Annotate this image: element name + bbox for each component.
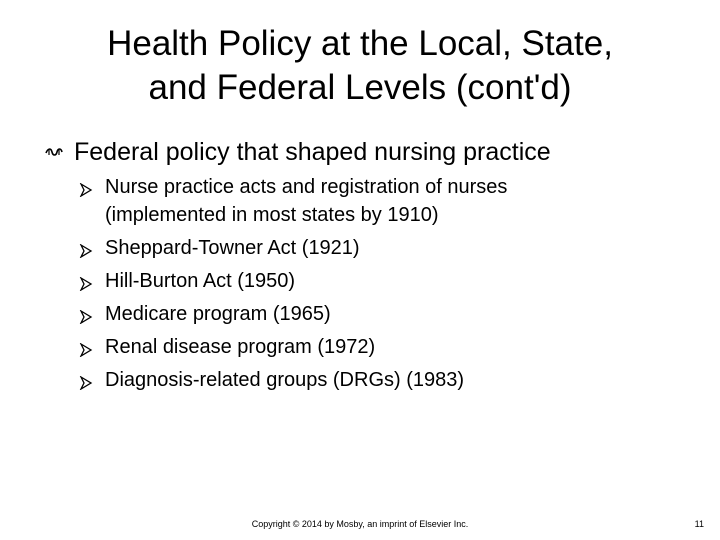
arrowhead-bullet-icon [79,343,93,357]
list-item-text: Sheppard-Towner Act (1921) [105,236,360,259]
arrowhead-bullet-icon [79,183,93,197]
slide-title-line-2: and Federal Levels (cont'd) [148,68,572,107]
list-item [79,235,679,263]
list-item [79,268,679,296]
list-item-text-line-1: Nurse practice acts and registration of nurses [105,176,508,198]
arrowhead-bullet-icon [79,376,93,390]
list-item [79,334,679,362]
list-item-text: Renal disease program (1972) [105,335,376,358]
slide-title-line-1: Health Policy at the Local, State, [107,24,613,63]
main-bullet-text: Federal policy that shaped nursing practice [74,138,551,166]
footer-copyright: Copyright © 2014 by Mosby, an imprint of Elsevier Inc. [251,519,469,529]
list-item [79,367,679,395]
list-item-text-line-2: (implemented in most states by 1910) [105,203,439,226]
list-item-text: Diagnosis-related groups (DRGs) (1983) [105,368,465,391]
page-number: 11 [694,519,704,529]
list-item-text: Medicare program (1965) [105,302,331,325]
slide-title [0,22,720,110]
arrowhead-bullet-icon [79,310,93,324]
arrowhead-bullet-icon [79,277,93,291]
list-item [79,174,679,229]
list-item [79,301,679,329]
wavy-bullet-icon [44,136,64,168]
sub-bullet-list [79,174,679,400]
list-item-text: Hill-Burton Act (1950) [105,269,296,292]
arrowhead-bullet-icon [79,244,93,258]
